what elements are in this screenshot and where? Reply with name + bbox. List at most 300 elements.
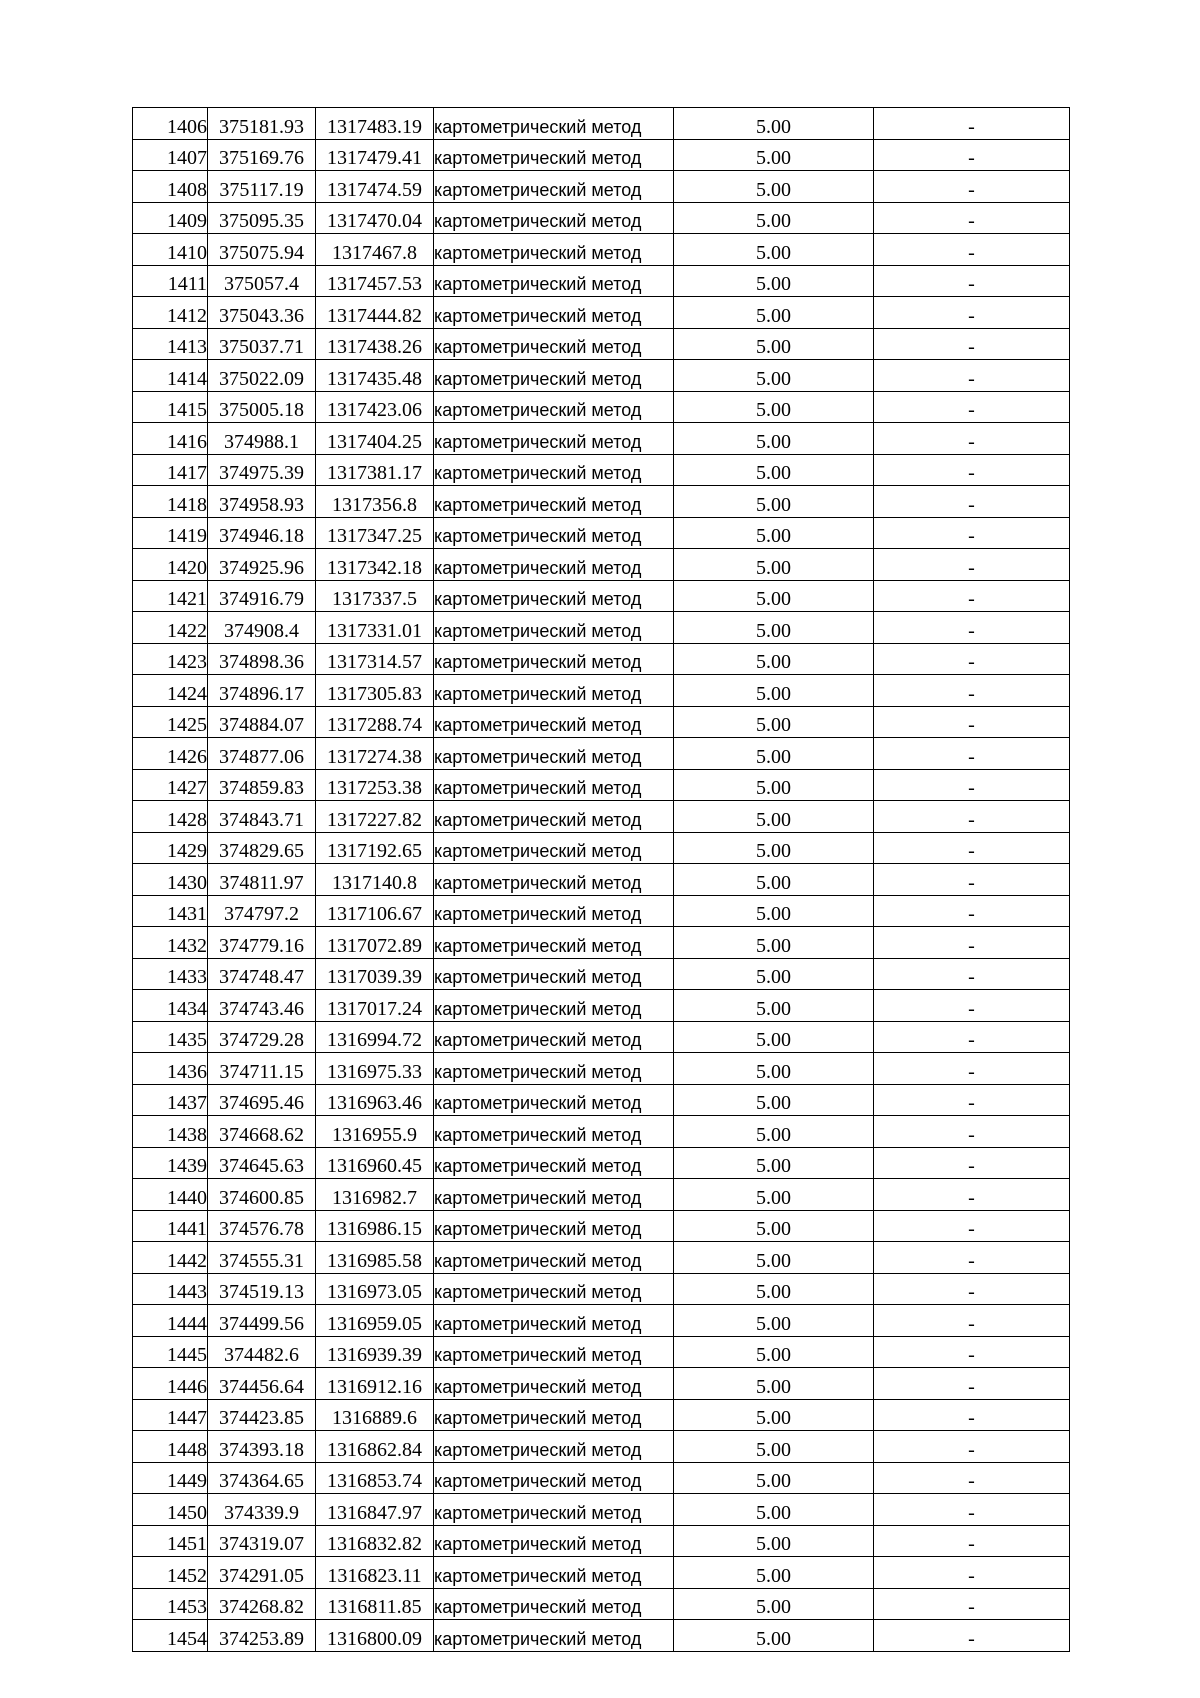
x-coordinate-cell: 374482.6 bbox=[208, 1336, 316, 1368]
method-cell: картометрический метод bbox=[434, 297, 674, 329]
accuracy-cell: 5.00 bbox=[674, 1147, 874, 1179]
x-coordinate-cell: 374695.46 bbox=[208, 1084, 316, 1116]
x-coordinate-cell: 374600.85 bbox=[208, 1179, 316, 1211]
description-cell: - bbox=[874, 202, 1070, 234]
point-number-cell: 1451 bbox=[133, 1525, 208, 1557]
method-cell: картометрический метод bbox=[434, 1242, 674, 1274]
x-coordinate-cell: 374711.15 bbox=[208, 1053, 316, 1085]
accuracy-cell: 5.00 bbox=[674, 612, 874, 644]
accuracy-cell: 5.00 bbox=[674, 769, 874, 801]
y-coordinate-cell: 1316912.16 bbox=[316, 1368, 434, 1400]
x-coordinate-cell: 375075.94 bbox=[208, 234, 316, 266]
accuracy-cell: 5.00 bbox=[674, 1084, 874, 1116]
method-cell: картометрический метод bbox=[434, 675, 674, 707]
point-number-cell: 1411 bbox=[133, 265, 208, 297]
point-number-cell: 1406 bbox=[133, 108, 208, 140]
point-number-cell: 1409 bbox=[133, 202, 208, 234]
description-cell: - bbox=[874, 801, 1070, 833]
method-cell: картометрический метод bbox=[434, 895, 674, 927]
accuracy-cell: 5.00 bbox=[674, 958, 874, 990]
x-coordinate-cell: 375169.76 bbox=[208, 139, 316, 171]
point-number-cell: 1425 bbox=[133, 706, 208, 738]
description-cell: - bbox=[874, 1021, 1070, 1053]
accuracy-cell: 5.00 bbox=[674, 1179, 874, 1211]
point-number-cell: 1415 bbox=[133, 391, 208, 423]
description-cell: - bbox=[874, 328, 1070, 360]
description-cell: - bbox=[874, 1368, 1070, 1400]
point-number-cell: 1412 bbox=[133, 297, 208, 329]
method-cell: картометрический метод bbox=[434, 1431, 674, 1463]
method-cell: картометрический метод bbox=[434, 706, 674, 738]
point-number-cell: 1445 bbox=[133, 1336, 208, 1368]
accuracy-cell: 5.00 bbox=[674, 1557, 874, 1589]
method-cell: картометрический метод bbox=[434, 1336, 674, 1368]
x-coordinate-cell: 374843.71 bbox=[208, 801, 316, 833]
accuracy-cell: 5.00 bbox=[674, 1336, 874, 1368]
x-coordinate-cell: 374645.63 bbox=[208, 1147, 316, 1179]
y-coordinate-cell: 1316800.09 bbox=[316, 1620, 434, 1652]
x-coordinate-cell: 375022.09 bbox=[208, 360, 316, 392]
y-coordinate-cell: 1317314.57 bbox=[316, 643, 434, 675]
accuracy-cell: 5.00 bbox=[674, 675, 874, 707]
point-number-cell: 1413 bbox=[133, 328, 208, 360]
description-cell: - bbox=[874, 1116, 1070, 1148]
method-cell: картометрический метод bbox=[434, 517, 674, 549]
x-coordinate-cell: 374519.13 bbox=[208, 1273, 316, 1305]
y-coordinate-cell: 1317483.19 bbox=[316, 108, 434, 140]
table-row bbox=[133, 202, 1070, 234]
table-row bbox=[133, 1336, 1070, 1368]
x-coordinate-cell: 375181.93 bbox=[208, 108, 316, 140]
y-coordinate-cell: 1317479.41 bbox=[316, 139, 434, 171]
point-number-cell: 1431 bbox=[133, 895, 208, 927]
y-coordinate-cell: 1316960.45 bbox=[316, 1147, 434, 1179]
method-cell: картометрический метод bbox=[434, 360, 674, 392]
accuracy-cell: 5.00 bbox=[674, 1525, 874, 1557]
method-cell: картометрический метод bbox=[434, 1525, 674, 1557]
table-row bbox=[133, 1525, 1070, 1557]
y-coordinate-cell: 1317467.8 bbox=[316, 234, 434, 266]
point-number-cell: 1449 bbox=[133, 1462, 208, 1494]
y-coordinate-cell: 1317106.67 bbox=[316, 895, 434, 927]
point-number-cell: 1452 bbox=[133, 1557, 208, 1589]
coordinates-table-body bbox=[133, 108, 1070, 1652]
accuracy-cell: 5.00 bbox=[674, 1588, 874, 1620]
point-number-cell: 1424 bbox=[133, 675, 208, 707]
table-row bbox=[133, 1147, 1070, 1179]
accuracy-cell: 5.00 bbox=[674, 328, 874, 360]
x-coordinate-cell: 374729.28 bbox=[208, 1021, 316, 1053]
x-coordinate-cell: 374423.85 bbox=[208, 1399, 316, 1431]
point-number-cell: 1441 bbox=[133, 1210, 208, 1242]
point-number-cell: 1410 bbox=[133, 234, 208, 266]
x-coordinate-cell: 374456.64 bbox=[208, 1368, 316, 1400]
point-number-cell: 1427 bbox=[133, 769, 208, 801]
method-cell: картометрический метод bbox=[434, 202, 674, 234]
x-coordinate-cell: 374975.39 bbox=[208, 454, 316, 486]
x-coordinate-cell: 375037.71 bbox=[208, 328, 316, 360]
point-number-cell: 1432 bbox=[133, 927, 208, 959]
y-coordinate-cell: 1317274.38 bbox=[316, 738, 434, 770]
method-cell: картометрический метод bbox=[434, 1053, 674, 1085]
y-coordinate-cell: 1316939.39 bbox=[316, 1336, 434, 1368]
table-row bbox=[133, 1620, 1070, 1652]
table-row bbox=[133, 517, 1070, 549]
x-coordinate-cell: 374859.83 bbox=[208, 769, 316, 801]
accuracy-cell: 5.00 bbox=[674, 706, 874, 738]
accuracy-cell: 5.00 bbox=[674, 832, 874, 864]
table-row bbox=[133, 927, 1070, 959]
accuracy-cell: 5.00 bbox=[674, 265, 874, 297]
x-coordinate-cell: 374668.62 bbox=[208, 1116, 316, 1148]
method-cell: картометрический метод bbox=[434, 864, 674, 896]
point-number-cell: 1417 bbox=[133, 454, 208, 486]
description-cell: - bbox=[874, 895, 1070, 927]
description-cell: - bbox=[874, 1305, 1070, 1337]
accuracy-cell: 5.00 bbox=[674, 234, 874, 266]
x-coordinate-cell: 374908.4 bbox=[208, 612, 316, 644]
point-number-cell: 1444 bbox=[133, 1305, 208, 1337]
point-number-cell: 1407 bbox=[133, 139, 208, 171]
accuracy-cell: 5.00 bbox=[674, 171, 874, 203]
description-cell: - bbox=[874, 1273, 1070, 1305]
method-cell: картометрический метод bbox=[434, 1588, 674, 1620]
point-number-cell: 1436 bbox=[133, 1053, 208, 1085]
method-cell: картометрический метод bbox=[434, 1147, 674, 1179]
description-cell: - bbox=[874, 675, 1070, 707]
table-row bbox=[133, 486, 1070, 518]
table-row bbox=[133, 1462, 1070, 1494]
point-number-cell: 1440 bbox=[133, 1179, 208, 1211]
point-number-cell: 1447 bbox=[133, 1399, 208, 1431]
accuracy-cell: 5.00 bbox=[674, 360, 874, 392]
table-row bbox=[133, 297, 1070, 329]
point-number-cell: 1437 bbox=[133, 1084, 208, 1116]
y-coordinate-cell: 1316985.58 bbox=[316, 1242, 434, 1274]
method-cell: картометрический метод bbox=[434, 927, 674, 959]
point-number-cell: 1421 bbox=[133, 580, 208, 612]
method-cell: картометрический метод bbox=[434, 171, 674, 203]
description-cell: - bbox=[874, 1431, 1070, 1463]
description-cell: - bbox=[874, 1620, 1070, 1652]
accuracy-cell: 5.00 bbox=[674, 801, 874, 833]
x-coordinate-cell: 375117.19 bbox=[208, 171, 316, 203]
accuracy-cell: 5.00 bbox=[674, 990, 874, 1022]
table-row bbox=[133, 1179, 1070, 1211]
y-coordinate-cell: 1316811.85 bbox=[316, 1588, 434, 1620]
point-number-cell: 1419 bbox=[133, 517, 208, 549]
y-coordinate-cell: 1317331.01 bbox=[316, 612, 434, 644]
point-number-cell: 1443 bbox=[133, 1273, 208, 1305]
x-coordinate-cell: 374829.65 bbox=[208, 832, 316, 864]
table-row bbox=[133, 1399, 1070, 1431]
table-row bbox=[133, 738, 1070, 770]
table-row bbox=[133, 612, 1070, 644]
x-coordinate-cell: 374898.36 bbox=[208, 643, 316, 675]
accuracy-cell: 5.00 bbox=[674, 1273, 874, 1305]
table-row bbox=[133, 423, 1070, 455]
point-number-cell: 1446 bbox=[133, 1368, 208, 1400]
table-row bbox=[133, 391, 1070, 423]
accuracy-cell: 5.00 bbox=[674, 1210, 874, 1242]
accuracy-cell: 5.00 bbox=[674, 486, 874, 518]
table-row bbox=[133, 769, 1070, 801]
y-coordinate-cell: 1317039.39 bbox=[316, 958, 434, 990]
accuracy-cell: 5.00 bbox=[674, 895, 874, 927]
description-cell: - bbox=[874, 171, 1070, 203]
x-coordinate-cell: 374393.18 bbox=[208, 1431, 316, 1463]
table-row bbox=[133, 1368, 1070, 1400]
table-row bbox=[133, 1210, 1070, 1242]
point-number-cell: 1434 bbox=[133, 990, 208, 1022]
method-cell: картометрический метод bbox=[434, 1179, 674, 1211]
y-coordinate-cell: 1317342.18 bbox=[316, 549, 434, 581]
point-number-cell: 1408 bbox=[133, 171, 208, 203]
description-cell: - bbox=[874, 1084, 1070, 1116]
accuracy-cell: 5.00 bbox=[674, 423, 874, 455]
description-cell: - bbox=[874, 549, 1070, 581]
x-coordinate-cell: 374364.65 bbox=[208, 1462, 316, 1494]
y-coordinate-cell: 1317404.25 bbox=[316, 423, 434, 455]
accuracy-cell: 5.00 bbox=[674, 643, 874, 675]
accuracy-cell: 5.00 bbox=[674, 1053, 874, 1085]
y-coordinate-cell: 1317227.82 bbox=[316, 801, 434, 833]
accuracy-cell: 5.00 bbox=[674, 1305, 874, 1337]
description-cell: - bbox=[874, 391, 1070, 423]
x-coordinate-cell: 374253.89 bbox=[208, 1620, 316, 1652]
method-cell: картометрический метод bbox=[434, 1494, 674, 1526]
accuracy-cell: 5.00 bbox=[674, 1494, 874, 1526]
accuracy-cell: 5.00 bbox=[674, 1021, 874, 1053]
y-coordinate-cell: 1316959.05 bbox=[316, 1305, 434, 1337]
method-cell: картометрический метод bbox=[434, 738, 674, 770]
coordinates-table bbox=[132, 107, 1070, 1652]
x-coordinate-cell: 374884.07 bbox=[208, 706, 316, 738]
table-row bbox=[133, 832, 1070, 864]
y-coordinate-cell: 1316832.82 bbox=[316, 1525, 434, 1557]
table-row bbox=[133, 801, 1070, 833]
description-cell: - bbox=[874, 927, 1070, 959]
accuracy-cell: 5.00 bbox=[674, 1462, 874, 1494]
y-coordinate-cell: 1317140.8 bbox=[316, 864, 434, 896]
y-coordinate-cell: 1317305.83 bbox=[316, 675, 434, 707]
x-coordinate-cell: 374555.31 bbox=[208, 1242, 316, 1274]
y-coordinate-cell: 1316955.9 bbox=[316, 1116, 434, 1148]
method-cell: картометрический метод bbox=[434, 1084, 674, 1116]
method-cell: картометрический метод bbox=[434, 1399, 674, 1431]
method-cell: картометрический метод bbox=[434, 423, 674, 455]
method-cell: картометрический метод bbox=[434, 1273, 674, 1305]
accuracy-cell: 5.00 bbox=[674, 108, 874, 140]
x-coordinate-cell: 374748.47 bbox=[208, 958, 316, 990]
table-row bbox=[133, 1305, 1070, 1337]
table-row bbox=[133, 1116, 1070, 1148]
point-number-cell: 1423 bbox=[133, 643, 208, 675]
method-cell: картометрический метод bbox=[434, 643, 674, 675]
table-row bbox=[133, 108, 1070, 140]
method-cell: картометрический метод bbox=[434, 1210, 674, 1242]
point-number-cell: 1442 bbox=[133, 1242, 208, 1274]
description-cell: - bbox=[874, 769, 1070, 801]
method-cell: картометрический метод bbox=[434, 234, 674, 266]
y-coordinate-cell: 1316975.33 bbox=[316, 1053, 434, 1085]
description-cell: - bbox=[874, 864, 1070, 896]
description-cell: - bbox=[874, 612, 1070, 644]
x-coordinate-cell: 374576.78 bbox=[208, 1210, 316, 1242]
table-row bbox=[133, 234, 1070, 266]
y-coordinate-cell: 1316862.84 bbox=[316, 1431, 434, 1463]
description-cell: - bbox=[874, 517, 1070, 549]
y-coordinate-cell: 1316823.11 bbox=[316, 1557, 434, 1589]
point-number-cell: 1428 bbox=[133, 801, 208, 833]
method-cell: картометрический метод bbox=[434, 328, 674, 360]
x-coordinate-cell: 374339.9 bbox=[208, 1494, 316, 1526]
point-number-cell: 1420 bbox=[133, 549, 208, 581]
table-row bbox=[133, 1273, 1070, 1305]
accuracy-cell: 5.00 bbox=[674, 517, 874, 549]
y-coordinate-cell: 1317435.48 bbox=[316, 360, 434, 392]
table-row bbox=[133, 360, 1070, 392]
point-number-cell: 1454 bbox=[133, 1620, 208, 1652]
method-cell: картометрический метод bbox=[434, 1462, 674, 1494]
table-row bbox=[133, 958, 1070, 990]
description-cell: - bbox=[874, 990, 1070, 1022]
table-row bbox=[133, 1242, 1070, 1274]
y-coordinate-cell: 1316973.05 bbox=[316, 1273, 434, 1305]
method-cell: картометрический метод bbox=[434, 549, 674, 581]
method-cell: картометрический метод bbox=[434, 990, 674, 1022]
description-cell: - bbox=[874, 1242, 1070, 1274]
y-coordinate-cell: 1317457.53 bbox=[316, 265, 434, 297]
table-row bbox=[133, 706, 1070, 738]
point-number-cell: 1448 bbox=[133, 1431, 208, 1463]
x-coordinate-cell: 374797.2 bbox=[208, 895, 316, 927]
method-cell: картометрический метод bbox=[434, 1557, 674, 1589]
accuracy-cell: 5.00 bbox=[674, 864, 874, 896]
table-row bbox=[133, 1053, 1070, 1085]
description-cell: - bbox=[874, 580, 1070, 612]
y-coordinate-cell: 1316847.97 bbox=[316, 1494, 434, 1526]
accuracy-cell: 5.00 bbox=[674, 139, 874, 171]
accuracy-cell: 5.00 bbox=[674, 580, 874, 612]
description-cell: - bbox=[874, 1053, 1070, 1085]
table-row bbox=[133, 139, 1070, 171]
x-coordinate-cell: 374499.56 bbox=[208, 1305, 316, 1337]
method-cell: картометрический метод bbox=[434, 832, 674, 864]
description-cell: - bbox=[874, 297, 1070, 329]
y-coordinate-cell: 1317444.82 bbox=[316, 297, 434, 329]
point-number-cell: 1430 bbox=[133, 864, 208, 896]
table-row bbox=[133, 1021, 1070, 1053]
x-coordinate-cell: 374896.17 bbox=[208, 675, 316, 707]
table-row bbox=[133, 1557, 1070, 1589]
method-cell: картометрический метод bbox=[434, 1021, 674, 1053]
accuracy-cell: 5.00 bbox=[674, 1431, 874, 1463]
accuracy-cell: 5.00 bbox=[674, 1399, 874, 1431]
description-cell: - bbox=[874, 1525, 1070, 1557]
description-cell: - bbox=[874, 1462, 1070, 1494]
table-row bbox=[133, 990, 1070, 1022]
accuracy-cell: 5.00 bbox=[674, 1242, 874, 1274]
x-coordinate-cell: 375057.4 bbox=[208, 265, 316, 297]
description-cell: - bbox=[874, 1179, 1070, 1211]
method-cell: картометрический метод bbox=[434, 486, 674, 518]
y-coordinate-cell: 1317438.26 bbox=[316, 328, 434, 360]
description-cell: - bbox=[874, 1588, 1070, 1620]
accuracy-cell: 5.00 bbox=[674, 1620, 874, 1652]
method-cell: картометрический метод bbox=[434, 769, 674, 801]
y-coordinate-cell: 1317347.25 bbox=[316, 517, 434, 549]
description-cell: - bbox=[874, 265, 1070, 297]
table-row bbox=[133, 1494, 1070, 1526]
accuracy-cell: 5.00 bbox=[674, 297, 874, 329]
y-coordinate-cell: 1316963.46 bbox=[316, 1084, 434, 1116]
y-coordinate-cell: 1316986.15 bbox=[316, 1210, 434, 1242]
description-cell: - bbox=[874, 832, 1070, 864]
x-coordinate-cell: 374946.18 bbox=[208, 517, 316, 549]
x-coordinate-cell: 374743.46 bbox=[208, 990, 316, 1022]
method-cell: картометрический метод bbox=[434, 1116, 674, 1148]
accuracy-cell: 5.00 bbox=[674, 1116, 874, 1148]
method-cell: картометрический метод bbox=[434, 265, 674, 297]
point-number-cell: 1433 bbox=[133, 958, 208, 990]
y-coordinate-cell: 1317253.38 bbox=[316, 769, 434, 801]
method-cell: картометрический метод bbox=[434, 108, 674, 140]
table-row bbox=[133, 328, 1070, 360]
y-coordinate-cell: 1317337.5 bbox=[316, 580, 434, 612]
method-cell: картометрический метод bbox=[434, 1368, 674, 1400]
point-number-cell: 1438 bbox=[133, 1116, 208, 1148]
description-cell: - bbox=[874, 1210, 1070, 1242]
y-coordinate-cell: 1316982.7 bbox=[316, 1179, 434, 1211]
x-coordinate-cell: 374268.82 bbox=[208, 1588, 316, 1620]
y-coordinate-cell: 1317470.04 bbox=[316, 202, 434, 234]
x-coordinate-cell: 374916.79 bbox=[208, 580, 316, 612]
table-row bbox=[133, 1431, 1070, 1463]
y-coordinate-cell: 1317474.59 bbox=[316, 171, 434, 203]
y-coordinate-cell: 1317423.06 bbox=[316, 391, 434, 423]
point-number-cell: 1414 bbox=[133, 360, 208, 392]
x-coordinate-cell: 374925.96 bbox=[208, 549, 316, 581]
x-coordinate-cell: 374291.05 bbox=[208, 1557, 316, 1589]
description-cell: - bbox=[874, 706, 1070, 738]
point-number-cell: 1450 bbox=[133, 1494, 208, 1526]
x-coordinate-cell: 374877.06 bbox=[208, 738, 316, 770]
x-coordinate-cell: 374319.07 bbox=[208, 1525, 316, 1557]
point-number-cell: 1422 bbox=[133, 612, 208, 644]
method-cell: картометрический метод bbox=[434, 801, 674, 833]
table-row bbox=[133, 1588, 1070, 1620]
accuracy-cell: 5.00 bbox=[674, 738, 874, 770]
description-cell: - bbox=[874, 139, 1070, 171]
method-cell: картометрический метод bbox=[434, 454, 674, 486]
description-cell: - bbox=[874, 454, 1070, 486]
y-coordinate-cell: 1317381.17 bbox=[316, 454, 434, 486]
table-row bbox=[133, 675, 1070, 707]
description-cell: - bbox=[874, 486, 1070, 518]
method-cell: картометрический метод bbox=[434, 612, 674, 644]
y-coordinate-cell: 1317192.65 bbox=[316, 832, 434, 864]
method-cell: картометрический метод bbox=[434, 391, 674, 423]
accuracy-cell: 5.00 bbox=[674, 927, 874, 959]
description-cell: - bbox=[874, 1336, 1070, 1368]
accuracy-cell: 5.00 bbox=[674, 202, 874, 234]
method-cell: картометрический метод bbox=[434, 139, 674, 171]
y-coordinate-cell: 1316994.72 bbox=[316, 1021, 434, 1053]
point-number-cell: 1429 bbox=[133, 832, 208, 864]
description-cell: - bbox=[874, 958, 1070, 990]
y-coordinate-cell: 1317072.89 bbox=[316, 927, 434, 959]
